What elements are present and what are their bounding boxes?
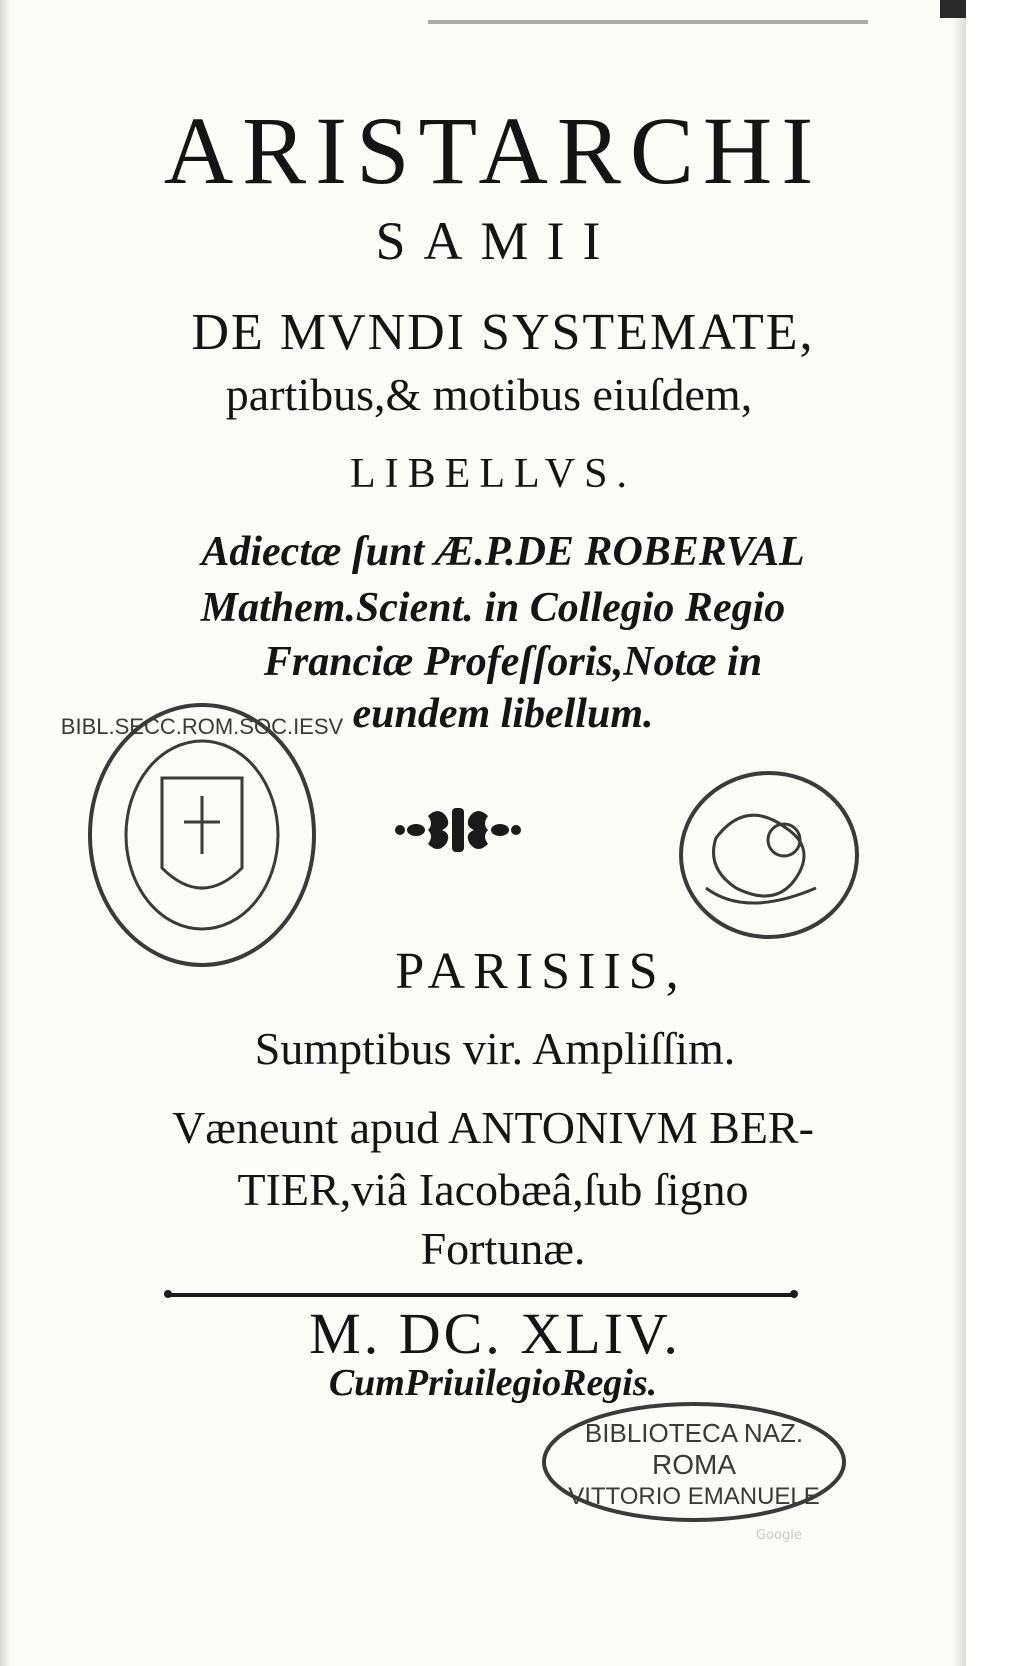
stamp-bottom-line-3: VITTORIO EMANUELE	[568, 1483, 820, 1510]
seal-stamp-right	[676, 768, 862, 942]
additions-line-2: Mathem.Scient. in Collegio Regio	[200, 585, 786, 631]
bottom-rule	[168, 1293, 794, 1297]
publication-year: M. DC. XLIV.	[309, 1301, 681, 1366]
stamp-bottom-line-2: ROMA	[652, 1449, 736, 1480]
author-line-1: ARISTARCHI	[163, 97, 823, 204]
privilege-line: CumPriuilegioRegis.	[328, 1362, 658, 1404]
subtitle: partibus,& motibus eiuſdem,	[225, 369, 753, 420]
additions-line-1: Adiectæ ſunt Æ.P.DE ROBERVAL	[201, 529, 805, 575]
printer-ornament	[388, 796, 528, 864]
imprint-line-3: TIER,viâ Iacobæâ,ſub ſigno	[237, 1164, 749, 1215]
work-title: DE MVNDI SYSTEMATE,	[191, 304, 815, 361]
stamp-left-text: BIBL.SECC.ROM.SOC.IESV	[60, 714, 344, 739]
additions-line-4: eundem libellum.	[352, 691, 654, 737]
top-rule	[428, 20, 868, 24]
stamp-bottom-line-1: BIBLIOTECA NAZ.	[584, 1418, 804, 1448]
library-stamp-left	[60, 698, 344, 972]
author-line-2: SAMII	[375, 211, 619, 271]
additions-line-3: Franciæ Profeſſoris,Notæ in	[263, 639, 763, 685]
page-corner-mark	[940, 0, 966, 18]
libellus: LIBELLVS.	[350, 451, 636, 497]
imprint-line-2: Væneunt apud ANTONIVM BER-	[172, 1102, 814, 1153]
google-watermark: Google	[756, 1528, 802, 1543]
place-of-publication: PARISIIS,	[395, 943, 687, 1000]
library-stamp-bottom	[538, 1398, 850, 1526]
imprint-line-1: Sumptibus vir. Ampliſſim.	[254, 1023, 736, 1074]
imprint-line-4: Fortunæ.	[420, 1223, 586, 1274]
